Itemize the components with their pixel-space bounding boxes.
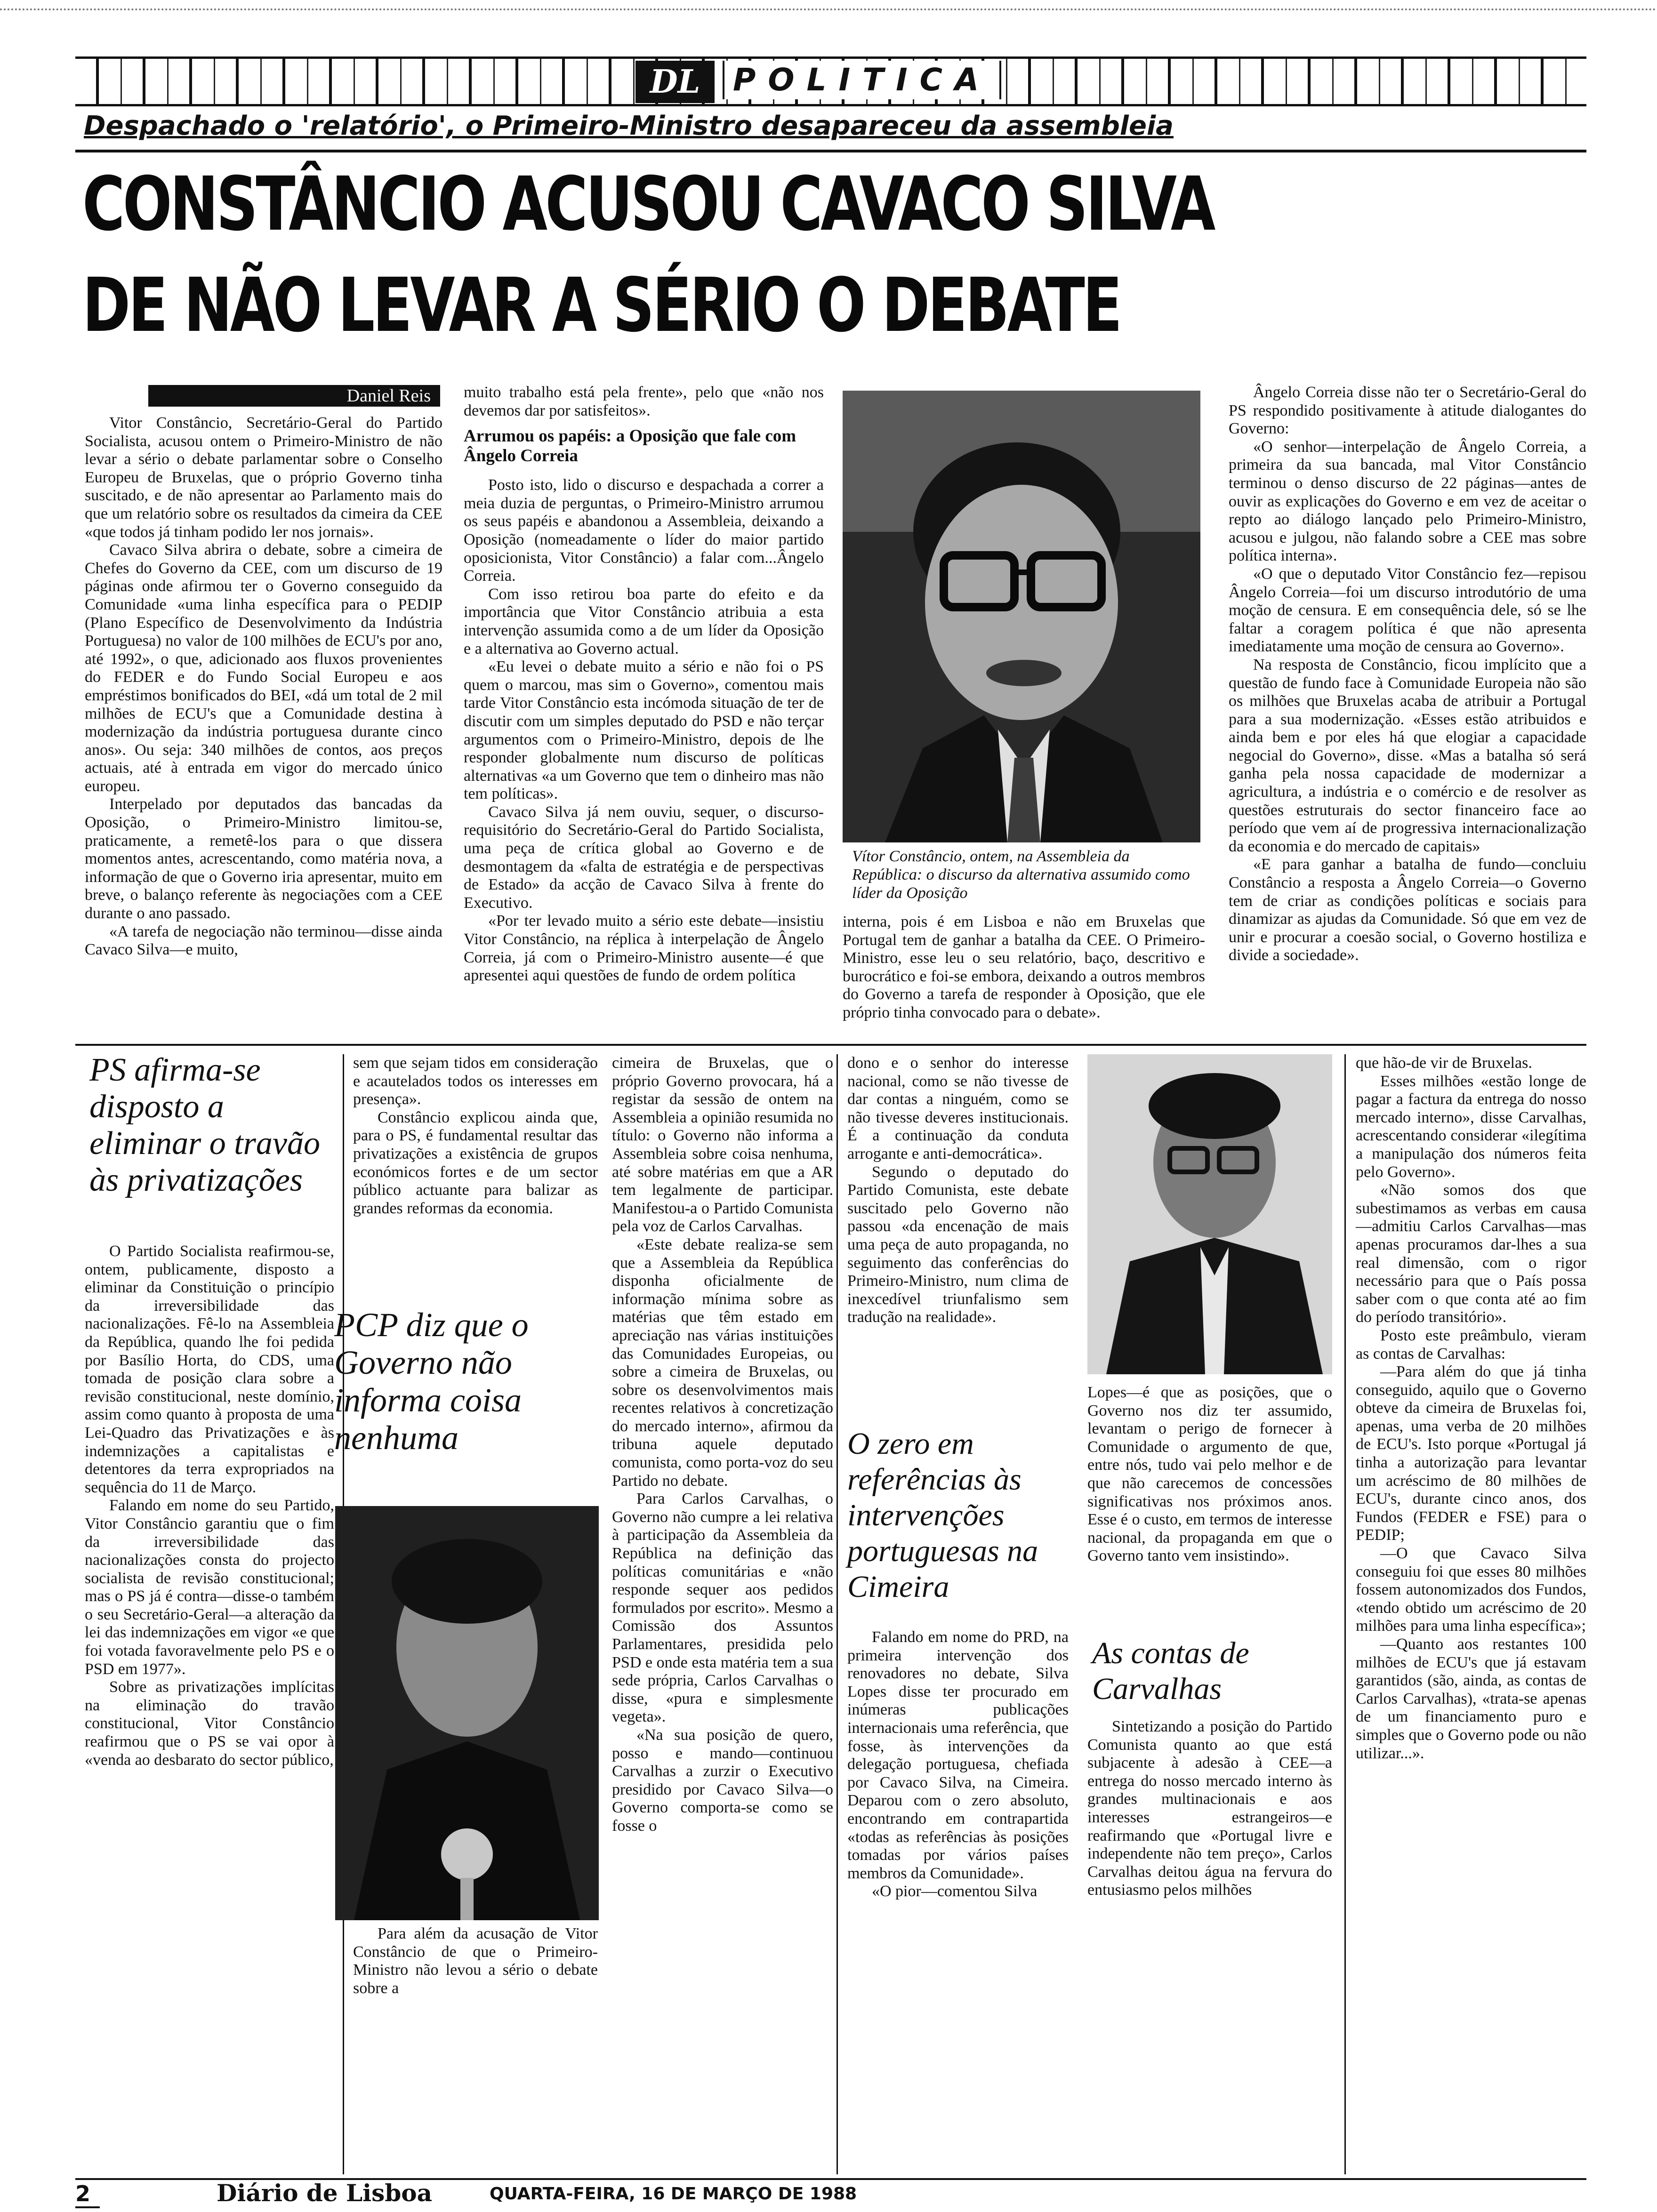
photo-silva-lopes — [1087, 1054, 1332, 1374]
paragraph: Para além da acusação de Vitor Constâncio de que o Primeiro-Ministro não levou a sério o debate sobre a — [353, 1925, 598, 1997]
pcp-col-3 — [612, 1054, 833, 2174]
paragraph: —O que Cavaco Silva conseguiu foi que esses 80 milhões fossem autonomizados dos Fundos, «tendo obtido um acréscimo de 20 milhões para uma linha específica»; — [1356, 1545, 1586, 1635]
paragraph: Lopes—é que as posições, que o Governo nos diz ter assumido, levantam o perigo de fornecer à Comunidade o argumento de que, entre nós, tudo vai pelo melhor e de que não carecemos de concessões significativas nos próximos anos. Esse é o custo, em termos de interesse nacional, da propaganda em que o Governo tanto vem insistindo». — [1087, 1384, 1332, 1565]
carvalhas-heading: As contas de Carvalhas — [1092, 1636, 1249, 1706]
photo-caption: Vítor Constâncio, ontem, na Assembleia da República: o discurso da alternativa assumido como líder da Oposição — [852, 848, 1190, 902]
zero-heading: O zero em referências às intervenções portuguesas na Cimeira — [847, 1427, 1038, 1604]
section-title — [723, 61, 1001, 99]
paragraph: Sintetizando a posição do Partido Comunista quanto ao que está subjacente à adesão à CEE—a entrega do nosso mercado interno às grandes multinacionais e aos interesses estrangeiros—e reafirmando que «Portugal livre e independente não tem preço», Carlos Carvalhas deitou água na fervura do entusiasmo pelos milhões — [1087, 1718, 1332, 1899]
paragraph: Falando em nome do seu Partido, Vitor Constâncio garantiu que o fim da irreversibilidade das nacionalizações consta do projecto socialista de revisão constitucional; mas o PS já é contra—disse-o também o seu Secretário-Geral—a alteração da lei das indemnizações em vigor «e que foi votada favoravelmente pelo PS e o PSD em 1977». — [85, 1497, 334, 1678]
paragraph: Esses milhões «estão longe de pagar a factura da entrega do nosso mercado interno», disse Carvalhas, acrescentando considerar «ilegítima a manipulação dos números feita pelo Governo». — [1356, 1072, 1586, 1181]
paragraph: O Partido Socialista reafirmou-se, ontem, publicamente, disposto a eliminar da Constituição o princípio da irreversibilidade das nacionalizações. Fê-lo na Assembleia da República, quando lhe foi pedida por Basílio Horta, do CDS, uma tomada de posição clara sobre a revisão constitucional, neste domínio, assim como quanto à proposta de uma Lei-Quadro das Privatizações e às indemnizações a capitalistas e detentores da terra expropriados na sequência do 11 de Março. — [85, 1242, 334, 1496]
column-rule — [837, 1054, 838, 2174]
ps-col-2 — [353, 1054, 598, 1290]
paragraph: —Para além do que já tinha conseguido, aquilo que o Governo obteve da cimeira de Bruxelas foi, apenas, uma verba de 20 milhões de ECU's. Isto porque «Portugal já tinha a autorização para levantar um acréscimo de 80 milhões de ECU's, durante cinco anos, dos Fundos (FEDER e FSE) para o PEDIP; — [1356, 1363, 1586, 1544]
top-border — [0, 0, 1657, 10]
zero-col-5 — [1087, 1384, 1332, 1628]
story-separator — [75, 1044, 1586, 1046]
paragraph: «E para ganhar a batalha de fundo—concluiu Constâncio a resposta a Ângelo Correia—o Governo tem de criar as condições políticas e sociais para dinamizar as ajudas da Comunidade. Só que em vez de unir e procurar a coesão social, o Governo hostiliza e divide a sociedade». — [1229, 856, 1586, 964]
issue-date: QUARTA-FEIRA, 16 DE MARÇO DE 1988 — [490, 2184, 857, 2204]
carvalhas-col-6 — [1356, 1054, 1586, 2174]
paragraph: —Quanto aos restantes 100 milhões de ECU's que já estavam garantidos (são, ainda, as contas de Carlos Carvalhas), «trata-se apenas de um financiamento puro e simples que o Governo pode ou não utilizar...». — [1356, 1635, 1586, 1762]
paragraph: interna, pois é em Lisboa e não em Bruxelas que Portugal tem de ganhar a batalha da CEE. O Primeiro-Ministro, esse leu o seu relatório, baço, descritivo e burocrático e foi-se embora, deixando a outros membros do Governo a tarefa de responder à Oposição, que ele próprio tinha convocado para o debate». — [843, 913, 1205, 1021]
headline-line2: DE NÃO LEVAR A SÉRIO O DEBATE — [82, 262, 1120, 349]
main-col-4 — [1229, 384, 1586, 1040]
paragraph: sem que sejam tidos em consideração e acautelados todos os interesses em presença». — [353, 1054, 598, 1108]
logo-text: DL — [650, 63, 700, 101]
paper-name: Diário de Lisboa — [217, 2179, 433, 2207]
paragraph: «O pior—comentou Silva — [872, 1883, 1038, 1900]
paragraph: Interpelado por deputados das bancadas da Oposição, o Primeiro-Ministro limitou-se, praticamente, a remetê-los para o que dissera momentos antes, acrescentando, como matéria nova, a informação de que o Governo iria apresentar, muito em breve, o balanço referente às negociações com a CEE durante o ano passado. — [85, 795, 442, 922]
footer — [75, 2179, 1586, 2207]
photo-carvalhas — [335, 1506, 599, 1920]
portrait-image — [843, 391, 1200, 842]
paragraph: dono e o senhor do interesse nacional, como se não tivesse de dar contas a ninguém, como se não tivesse deveres institucionais. É a continuação da conduta arrogante e anti-democrática». — [847, 1054, 1069, 1162]
byline-bar — [148, 385, 440, 407]
paragraph: Ângelo Correia disse não ter o Secretário-Geral do PS respondido positivamente à atitude dialogantes do Governo: — [1229, 384, 1586, 438]
carvalhas-col-5 — [1087, 1718, 1332, 2174]
ps-col-1 — [85, 1242, 334, 2165]
paragraph: que hão-de vir de Bruxelas. — [1356, 1054, 1532, 1072]
page-number: 2 — [75, 2181, 100, 2208]
main-col-2 — [464, 384, 824, 1035]
carvalhas-image — [335, 1506, 599, 1920]
byline: Daniel Reis — [346, 386, 431, 406]
section-label: POLITICA — [733, 62, 991, 98]
column-rule — [1344, 1054, 1346, 2174]
paragraph: Posto isto, lido o discurso e despachada a correr a meia duzia de perguntas, o Primeiro-Ministro arrumou os seus papéis e abandonou a Assembleia, deixando a Oposição (nomeadamente o líder do maior partido oposicionista, Vitor Constâncio) a falar com...Ângelo Correia. — [464, 476, 824, 585]
paragraph: Segundo o deputado do Partido Comunista, este debate suscitado pelo Governo não passou «da encenação de mais uma peça de auto propaganda, no seguimento das conferências do Primeiro-Ministro, num clima de inexcedível triunfalismo sem tradução na realidade». — [847, 1163, 1069, 1326]
paragraph: Para Carlos Carvalhas, o Governo não cumpre a lei relativa à participação da Assembleia da República na definição das políticas comunitárias e «não responde sequer aos pedidos formulados por escrito». Mesmo a Comissão dos Assuntos Parlamentares, presidida pelo PSD e onde esta matéria tem a sua sede própria, Carlos Carvalhas o disse, «pura e simplesmente vegeta». — [612, 1490, 833, 1726]
section-masthead — [75, 56, 1586, 106]
kicker-rule — [75, 150, 1586, 152]
paragraph: Sobre as privatizações implícitas na eliminação do travão constitucional, Vitor Constâncio reafirmou que o PS se vai opor à «venda ao desbarato do sector público, — [85, 1678, 334, 1769]
paragraph: Cavaco Silva já nem ouviu, sequer, o discurso-requisitório do Secretário-Geral do Partido Socialista, uma peça de crítica global ao Governo e de desmontagem da «falta de estratégia e de perspectivas de Estado» da acção de Cavaco Silva à frente do Executivo. — [464, 803, 824, 912]
paragraph: Cavaco Silva abrira o debate, sobre a cimeira de Chefes do Governo da CEE, com um discurso de 19 páginas onde afirmou ter o Governo conseguido da Comunidade «uma linha específica para o PEDIP (Plano Específico de Desenvolvimento da Indústria Portuguesa) no valor de 100 milhões de ECU's por ano, até 1992», o que, adicionado aos fluxos provenientes do FEDER e do Fundo Social Europeu e aos empréstimos bonificados do BEI, «dá um total de 2 mil milhões de ECU's que a Comunidade destina à modernização da indústria portuguesa durante cinco anos». Ou seja: 340 milhões de contos, aos preços actuais, até à entrada em vigor do mercado único europeu. — [85, 541, 442, 795]
paragraph: muito trabalho está pela frente», pelo que «não nos devemos dar por satisfeitos». — [464, 384, 824, 419]
headline-line1: CONSTÂNCIO ACUSOU CAVACO SILVA — [82, 161, 1214, 248]
pcp-photo-caption — [353, 1925, 598, 1997]
paragraph: Constâncio explicou ainda que, para o PS, é fundamental resultar das privatizações a existência de grupos económicos fortes e de um sector público actuante para balizar as grandes reformas da economia. — [353, 1108, 598, 1217]
paragraph: «Eu levei o debate muito a sério e não foi o PS quem o marcou, mas sim o Governo», comentou mais tarde Vitor Constâncio esta incómoda situação de ter de discutir com um simples deputado do PSD e não terçar argumentos com o Primeiro-Ministro, depois de lhe responder globalmente num discurso de políticas alternativas «a um Governo que tem o dinheiro mas não tem políticas». — [464, 658, 824, 803]
paragraph: «A tarefa de negociação não terminou—disse ainda Cavaco Silva—e muito, — [85, 922, 442, 959]
paragraph: Vitor Constâncio, Secretário-Geral do Partido Socialista, acusou ontem o Primeiro-Ministro de não levar a sério o debate parlamentar sobre o Conselho Europeu de Bruxelas, que o próprio Governo tinha suscitado, e de não apresentar ao Parlamento mais do que um relatório sobre os resultados da cimeira da CEE «que todos já tinham podido ler nos jornais». — [85, 414, 442, 541]
paragraph: Falando em nome do PRD, na primeira intervenção dos renovadores no debate, Silva Lopes disse ter procurado em inúmeras publicações internacionais uma referência, que fosse, às intervenções da delegação portuguesa, chefiada por Cavaco Silva, na Cimeira. Deparou com o zero absoluto, encontrando em contrapartida «todas as referências às posições tomadas por vários países membros da Comunidade». — [847, 1628, 1069, 1882]
kicker: Despachado o 'relatório', o Primeiro-Ministro desapareceu da assembleia — [84, 111, 1174, 141]
paragraph: «O que o deputado Vitor Constâncio fez—repisou Ângelo Correia—foi um discurso introdutório de uma moção de censura. E em consequência dele, só se lhe faltar a coragem política é que não apresenta imediatamente uma moção de censura ao Governo». — [1229, 565, 1586, 656]
silva-lopes-image — [1087, 1054, 1332, 1374]
paragraph: Na resposta de Constâncio, ficou implícito que a questão de fundo face à Comunidade Europeia não são os milhões que Bruxelas acaba de atribuir a Portugal para a sua modernização. «Esses estão atribuidos e ainda bem e por eles há que elogiar a capacidade negocial do Governo», disse. «Mas a batalha só será ganha pela nossa capacidade de modernizar a agricultura, a indústria e o comércio e de resolver as questões estruturais do sector financeiro face ao período que vem aí de progressiva internacionalização da economia e do mercado de capitais» — [1229, 656, 1586, 855]
main-col-3-bottom — [843, 913, 1205, 1040]
photo-constancio — [843, 391, 1200, 842]
main-col-1 — [85, 414, 442, 1035]
subheading: Arrumou os papéis: a Oposição que fale com Ângelo Correia — [464, 426, 796, 466]
zero-col-4 — [847, 1628, 1069, 2174]
paragraph: cimeira de Bruxelas, que o próprio Governo provocara, há a registar da sessão de ontem na Assembleia a opinião resumida no título: o Governo não informa a Assembleia sobre coisa nenhuma, até sobre matérias em que a AR tem legalmente de participar. Manifestou-a o Partido Comunista pela voz de Carlos Carvalhas. — [612, 1054, 833, 1235]
paragraph: «Por ter levado muito a sério este debate—insistiu Vitor Constâncio, na réplica à interpelação de Ângelo Correia, já com o Primeiro-Ministro ausente—é que apresentei aqui questões de fundo de ordem política — [464, 912, 824, 985]
logo-box — [635, 61, 715, 103]
paragraph: «Na sua posição de quero, posso e mando—continuou Carvalhas a zurzir o Executivo presidido por Cavaco Silva—o Governo comporta-se como se fosse o — [612, 1726, 833, 1835]
paragraph: Posto este preâmbulo, vieram as contas de Carvalhas: — [1356, 1326, 1586, 1362]
paragraph: «Este debate realiza-se sem que a Assembleia da República disponha oficialmente de informação mínima sobre as matérias que têm estado em apreciação nas várias instituições das Comunidades Europeias, ou sobre a cimeira de Bruxelas, ou sobre os desenvolvimentos mais recentes relativos à concretização do mercado interno», afirmou da tribuna aquele deputado comunista, como porta-voz do seu Partido no debate. — [612, 1235, 833, 1490]
paragraph: «Não somos dos que subestimamos as verbas em causa—admitiu Carlos Carvalhas—mas apenas procuramos dar-lhes a sua real dimensão, com o rigor necessário para que o País possa saber com o que conta até ao fim do período transitório». — [1356, 1181, 1586, 1326]
pcp-col-4 — [847, 1054, 1069, 1384]
ps-heading: PS afirma-se disposto a eliminar o travão às privatizações — [89, 1052, 320, 1198]
paragraph: Com isso retirou boa parte do efeito e da importância que Vitor Constâncio atribuia a esta intervenção assumida como a de um líder da Oposição e a alternativa ao Governo actual. — [464, 585, 824, 657]
pcp-heading: PCP diz que o Governo não informa coisa nenhuma — [334, 1306, 529, 1457]
paragraph: «O senhor—interpelação de Ângelo Correia, a primeira da sua bancada, mal Vitor Constâncio terminou o denso discurso de 22 páginas—antes de ouvir as explicações do Governo e em vez de aceitar o repto ao diálogo lançado pelo Primeiro-Ministro, acusou e julgou, não falando sobre a CEE mas sobre política interna». — [1229, 438, 1586, 565]
